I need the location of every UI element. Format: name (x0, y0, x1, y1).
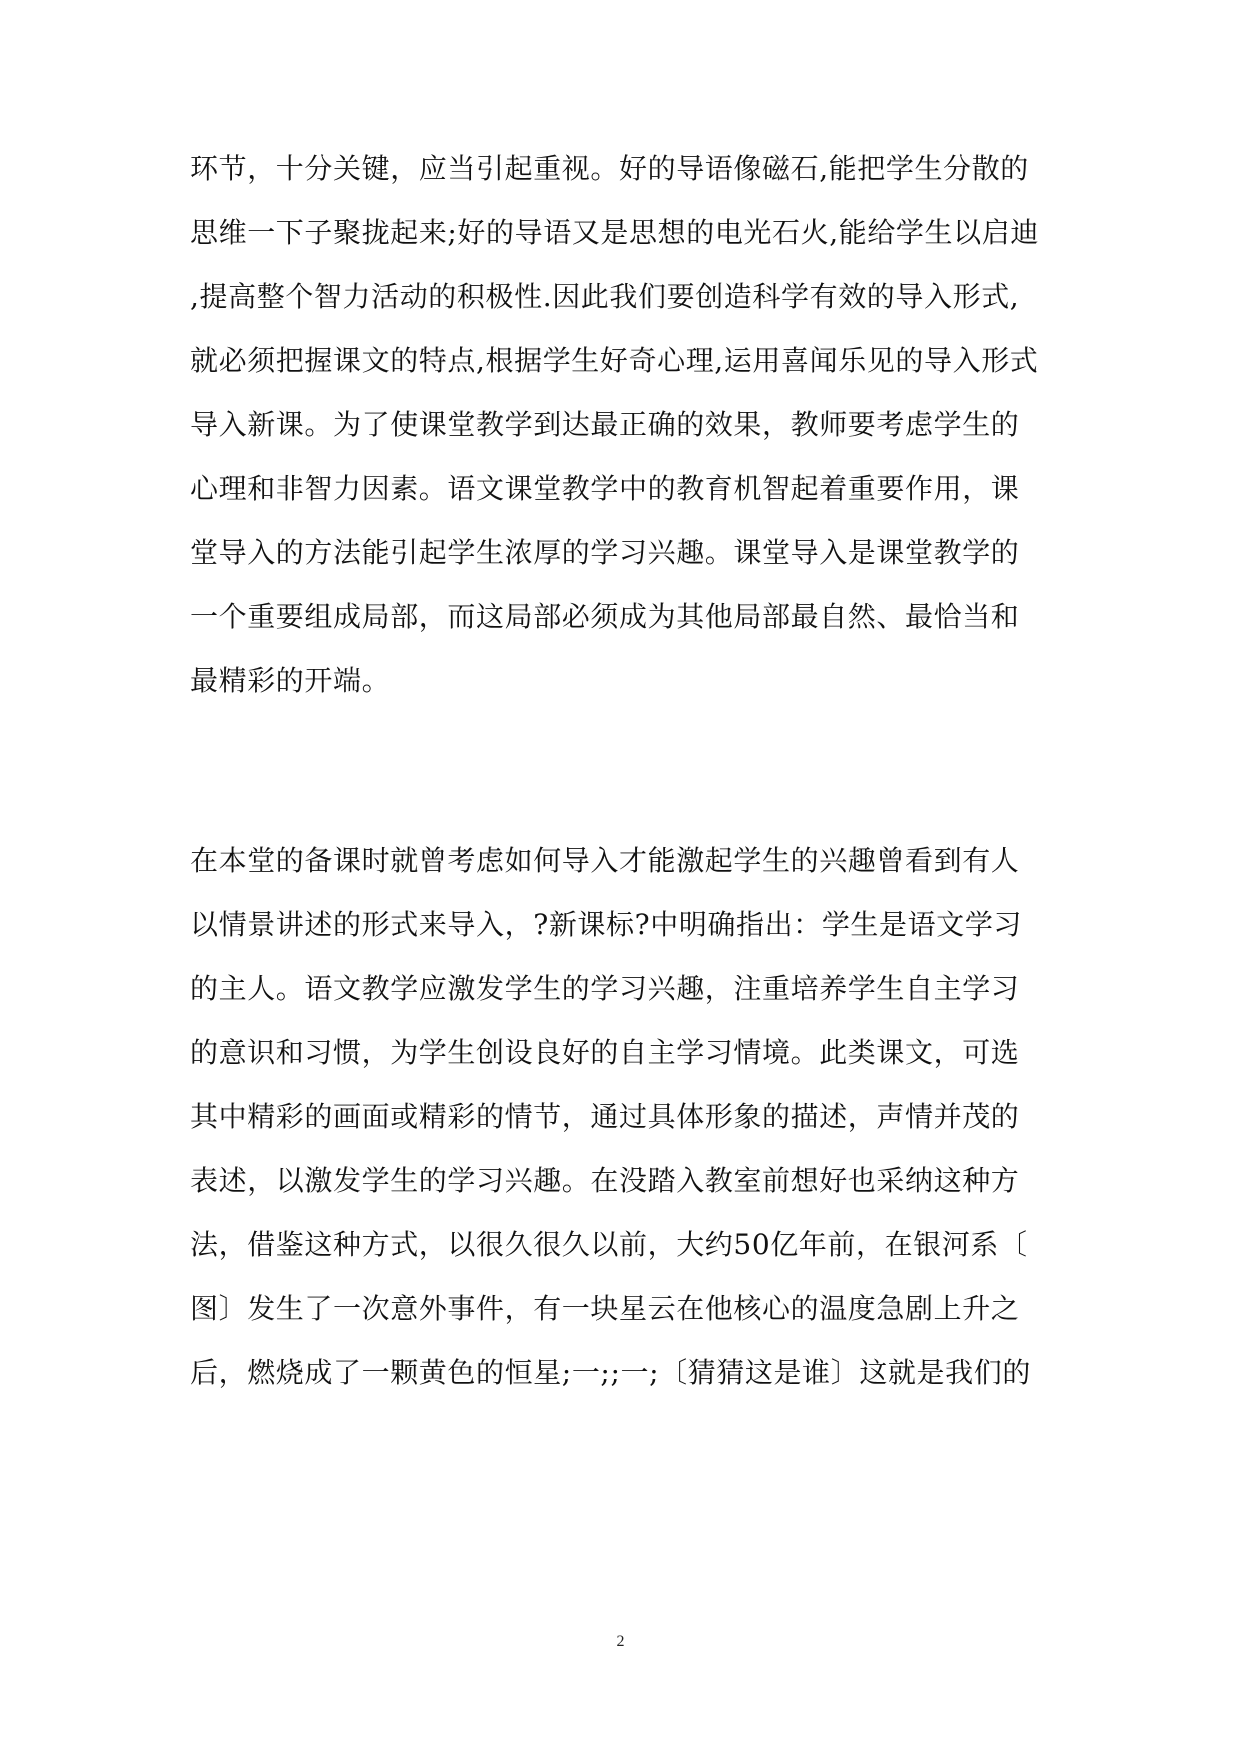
paragraph-1-line-6: 心理和非智力因素。语文课堂教学中的教育机智起着重要作用，课 (190, 472, 1020, 505)
paragraph-1-line-4: 就必须把握课文的特点,根据学生好奇心理,运用喜闻乐见的导入形式 (190, 344, 1039, 377)
page-number: 2 (616, 1633, 625, 1650)
paragraph-2-line-8: 图〕发生了一次意外事件，有一块星云在他核心的温度急剧上升之 (190, 1292, 1020, 1325)
paragraph-2-line-6: 表述，以激发学生的学习兴趣。在没踏入教室前想好也采纳这种方 (190, 1164, 1020, 1197)
paragraph-1-line-7: 堂导入的方法能引起学生浓厚的学习兴趣。课堂导入是课堂教学的 (190, 536, 1020, 569)
paragraph-2-line-2: 以情景讲述的形式来导入，?新课标?中明确指出：学生是语文学习 (190, 908, 1023, 941)
paragraph-2-line-7: 法，借鉴这种方式，以很久很久以前，大约50亿年前，在银河系〔 (190, 1228, 1028, 1261)
paragraph-1-line-9: 最精彩的开端。 (190, 664, 391, 697)
paragraph-1-line-2: 思维一下子聚拢起来;好的导语又是思想的电光石火,能给学生以启迪 (190, 216, 1039, 249)
paragraph-1-line-5: 导入新课。为了使课堂教学到达最正确的效果，教师要考虑学生的 (190, 408, 1020, 441)
paragraph-2-line-3: 的主人。语文教学应激发学生的学习兴趣，注重培养学生自主学习 (190, 972, 1020, 1005)
paragraph-1-line-3: ,提高整个智力活动的积极性.因此我们要创造科学有效的导入形式, (190, 280, 1020, 313)
paragraph-1-line-8: 一个重要组成局部，而这局部必须成为其他局部最自然、最恰当和 (190, 600, 1020, 633)
paragraph-2-line-1: 在本堂的备课时就曾考虑如何导入才能激起学生的兴趣曾看到有人 (190, 844, 1020, 877)
paragraph-2-line-9: 后，燃烧成了一颗黄色的恒星;一;;一;〔猜猜这是谁〕这就是我们的 (190, 1356, 1031, 1389)
paragraph-2-line-5: 其中精彩的画面或精彩的情节，通过具体形象的描述，声情并茂的 (190, 1100, 1020, 1133)
paragraph-2-line-4: 的意识和习惯，为学生创设良好的自主学习情境。此类课文，可选 (190, 1036, 1020, 1069)
paragraph-1-line-1: 环节，十分关键，应当引起重视。好的导语像磁石,能把学生分散的 (190, 152, 1029, 185)
